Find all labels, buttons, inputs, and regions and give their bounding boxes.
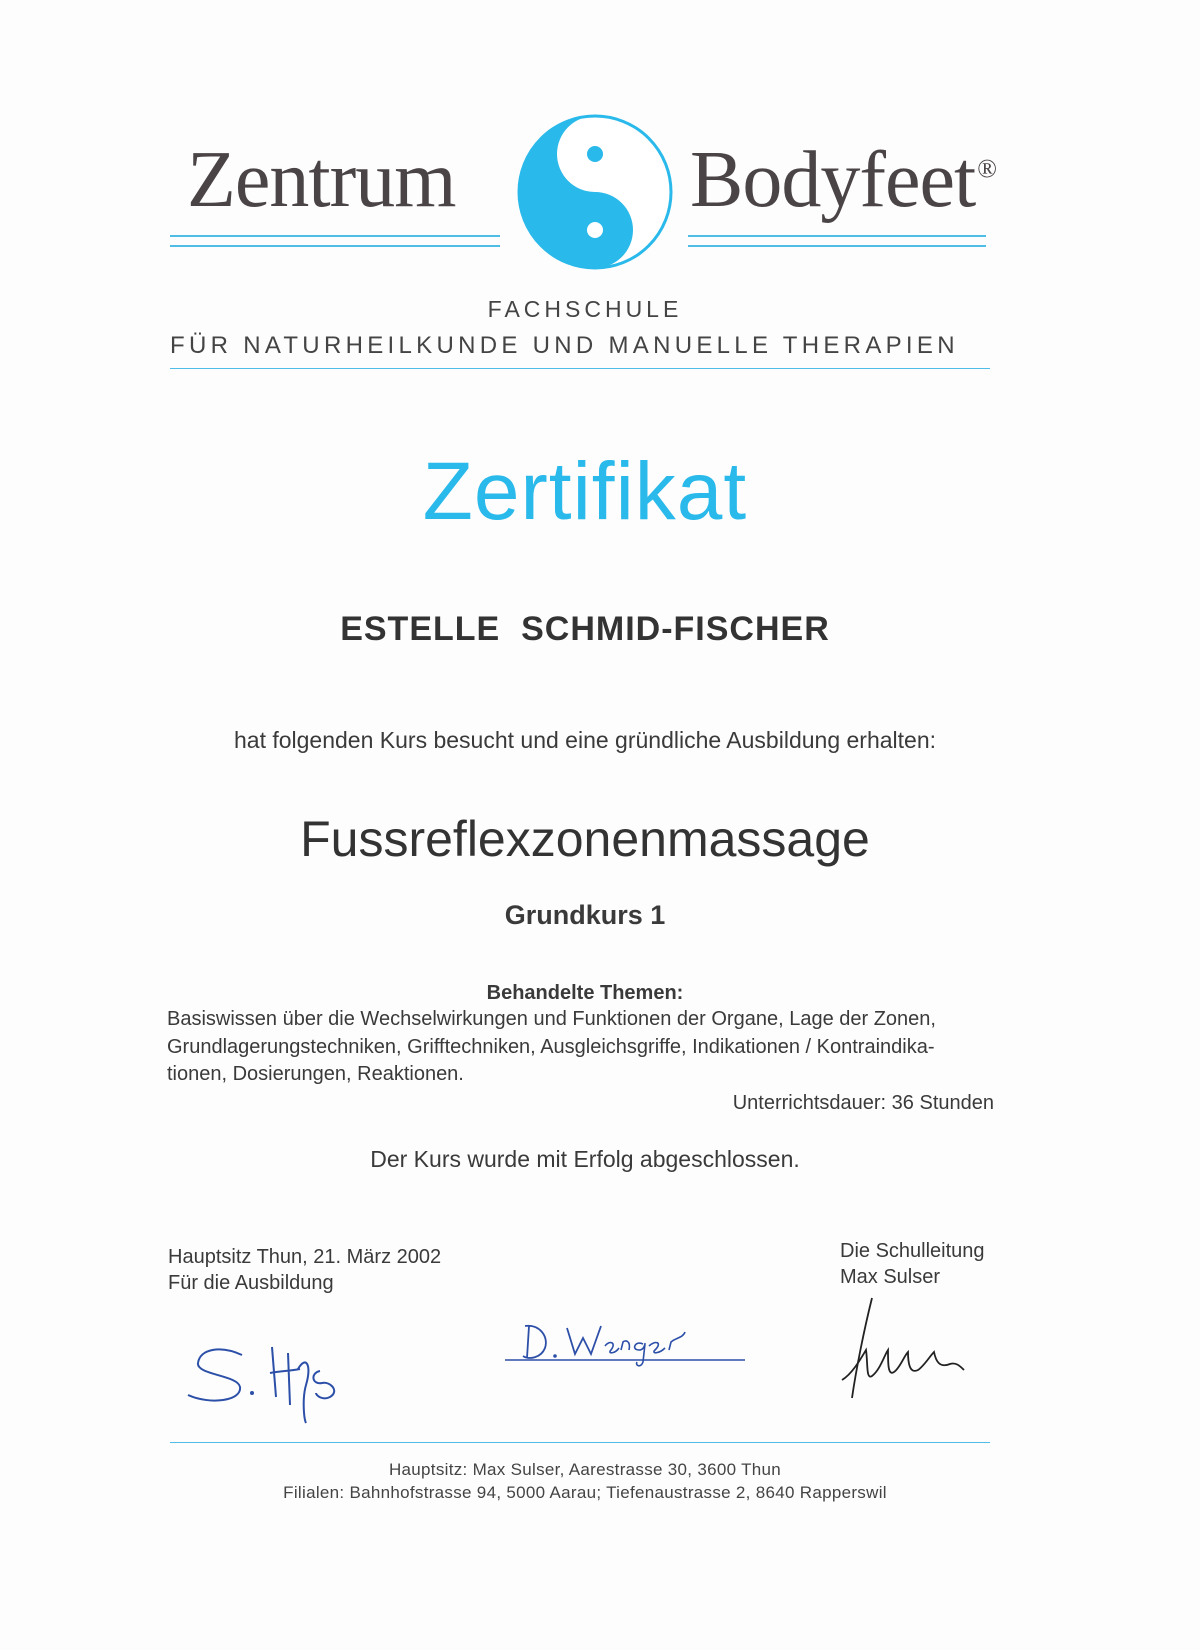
logo-rule-right-top [688, 235, 986, 237]
registered-mark: ® [977, 154, 997, 183]
signature-3 [832, 1290, 1002, 1405]
logo-word-bodyfeet [690, 136, 997, 224]
topics-line: Grundlagerungstechniken, Grifftechniken, Ausgleichsgriffe, Indikationen / Kontraindika- [167, 1036, 935, 1058]
completion-statement: Der Kurs wurde mit Erfolg abgeschlossen. [370, 1146, 800, 1172]
logo-rule-left-top [170, 235, 500, 237]
footer-divider [170, 1442, 990, 1443]
signature-2 [505, 1318, 775, 1378]
course-name: Fussreflexzonenmassage [300, 811, 870, 867]
yin-yang-icon [515, 112, 675, 272]
logo-word-zentrum: Zentrum [187, 136, 456, 224]
recipient-name: ESTELLE SCHMID-FISCHER [340, 610, 830, 648]
topics-line: Basiswissen über die Wechselwirkungen und Funktionen der Organe, Lage der Zonen, [167, 1008, 936, 1030]
topics-heading: Behandelte Themen: [486, 982, 684, 1004]
signature-1 [180, 1335, 380, 1425]
footer-headquarters: Hauptsitz: Max Sulser, Aarestrasse 30, 3600 Thun [388, 1460, 782, 1479]
school-type: FACHSCHULE [487, 296, 683, 322]
intro-text: hat folgenden Kurs besucht und eine gründliche Ausbildung erhalten: [233, 727, 937, 753]
management-label: Die Schulleitung [840, 1240, 985, 1262]
school-subtitle: FÜR NATURHEILKUNDE UND MANUELLE THERAPIEN [170, 332, 959, 359]
place-date: Hauptsitz Thun, 21. März 2002 [168, 1246, 442, 1268]
management-name: Max Sulser [840, 1266, 941, 1288]
logo-word-bodyfeet-text: Bodyfeet [690, 136, 976, 224]
footer-branches: Filialen: Bahnhofstrasse 94, 5000 Aarau; Tiefenaustrasse 2, 8640 Rapperswil [283, 1483, 887, 1502]
for-training-label: Für die Ausbildung [168, 1272, 334, 1294]
certificate-title: Zertifikat [422, 446, 748, 537]
course-level: Grundkurs 1 [504, 900, 666, 930]
header-divider [170, 368, 990, 369]
course-duration: Unterrichtsdauer: 36 Stunden [732, 1092, 994, 1114]
logo-rule-left-bottom [170, 245, 500, 247]
logo-rule-right-bottom [688, 245, 986, 247]
topics-line: tionen, Dosierungen, Reaktionen. [167, 1063, 464, 1085]
